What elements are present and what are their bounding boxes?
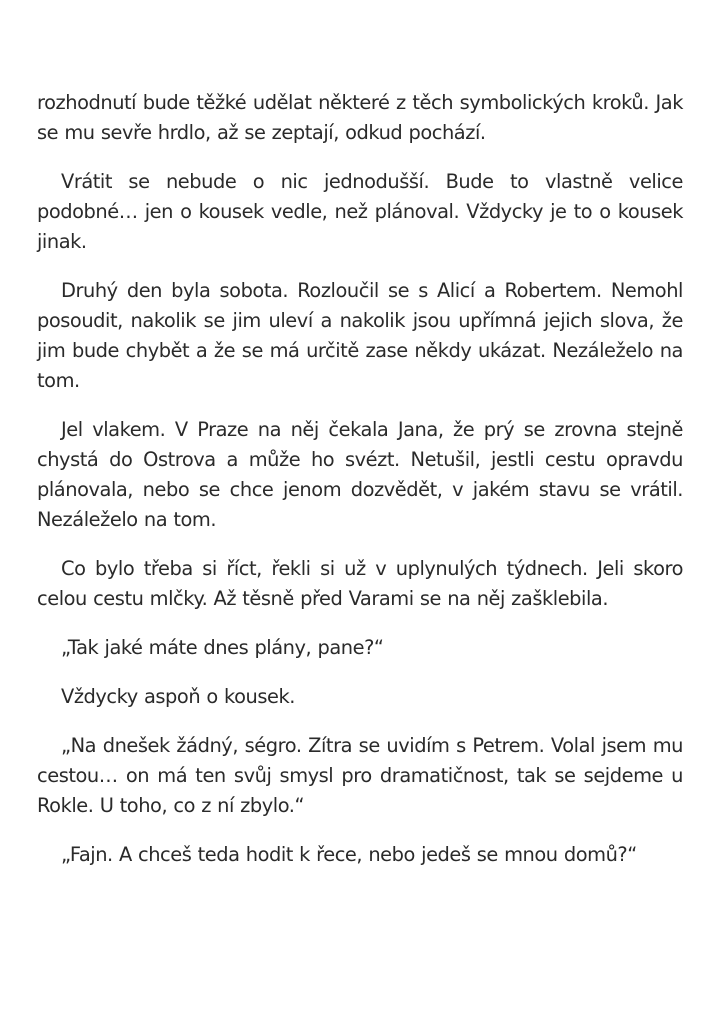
paragraph: Vrátit se nebude o nic jednodušší. Bude to vlastně velice podobné… jen o kousek vedle, než plánoval. Vždycky je to o kousek jinak. — [37, 170, 683, 253]
dialogue-paragraph: „Tak jaké máte dnes plány, pane?“ — [61, 636, 384, 659]
paragraph: Vždycky aspoň o kousek. — [61, 685, 295, 708]
dialogue-paragraph: „Na dnešek žádný, ségro. Zítra se uvidím s Petrem. Volal jsem mu cestou… on má ten svůj smysl pro dramatičnost, tak se sejdeme u Rokle. U toho, co z ní zbylo.“ — [37, 734, 683, 817]
book-page — [37, 88, 683, 870]
paragraph-continued: rozhodnutí bude těžké udělat některé z těch symbolických kroků. Jak se mu sevře hrdlo, až se zeptají, odkud pochází. — [37, 91, 683, 144]
paragraph: Jel vlakem. V Praze na něj čekala Jana, že prý se zrovna stejně chystá do Ostrova a může ho svézt. Netušil, jestli cestu opravdu plánovala, nebo se chce jenom dozvědět, v jakém stavu se vrátil. Nezáleželo na tom. — [37, 418, 683, 531]
dialogue-paragraph: „Fajn. A chceš teda hodit k řece, nebo jedeš se mnou domů?“ — [61, 843, 637, 866]
paragraph: Druhý den byla sobota. Rozloučil se s Alicí a Robertem. Nemohl posoudit, nakolik se jim uleví a nakolik jsou upřímná jejich slova, že jim bude chybět a že se má určitě zase někdy ukázat. Nezáleželo na tom. — [37, 279, 683, 392]
paragraph: Co bylo třeba si říct, řekli si už v uplynulých týdnech. Jeli skoro celou cestu mlčky. Až těsně před Varami se na něj zašklebila. — [37, 557, 683, 610]
